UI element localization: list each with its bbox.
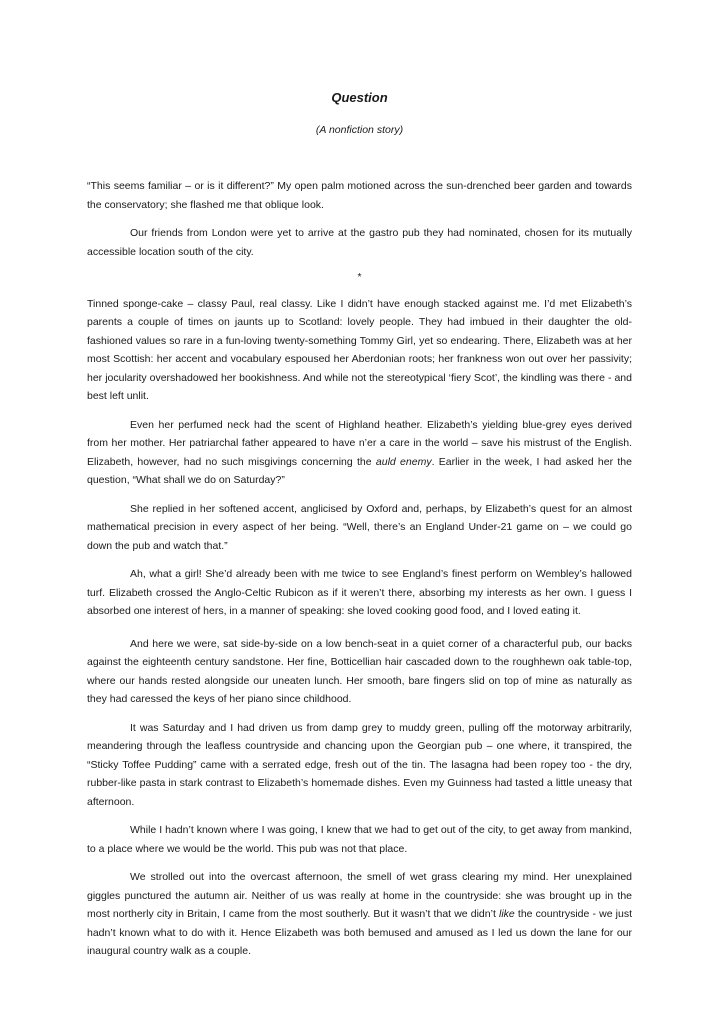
paragraph xyxy=(87,416,632,490)
paragraph: While I hadn’t known where I was going, I knew that we had to get out of the city, to get away from mankind, to a place where we would be the world. This pub was not that place. xyxy=(87,824,632,855)
page-subtitle: (A nonfiction story) xyxy=(315,124,404,136)
emphasis-text: auld enemy xyxy=(375,455,432,468)
paragraph-text: the countryside - we just hadn’t known what to do with it. Hence Elizabeth was both bemused and amused as I led us down the lane for our inaugural country walk as a couple. xyxy=(87,908,633,957)
paragraph-text: We strolled out into the overcast afternoon, the smell of wet grass clearing my mind. Her unexplained giggles punctured the autumn air. Neither of us was really at home in the countryside: she was brought up in the most northerly city in Britain, I came from the most southerly. But it wasn’t that we didn’t xyxy=(87,871,632,920)
paragraph: Our friends from London were yet to arrive at the gastro pub they had nominated, chosen for its mutually accessible location south of the city. xyxy=(87,227,632,258)
emphasis-text: like xyxy=(499,908,515,920)
paragraph: And here we were, sat side-by-side on a low bench-seat in a quiet corner of a characterful pub, our backs against the eighteenth century sandstone. Her fine, Botticellian hair cascaded down to the roughhewn oak table-top, where our hands rested alongside our uneaten lunch. Her smooth, bare fingers slid on top of mine as naturally as they had caressed the keys of her piano since childhood. xyxy=(87,637,632,705)
section-separator: * xyxy=(357,271,362,283)
paragraph: Ah, what a girl! She’d already been with me twice to see England’s finest perform on Wembley’s hallowed turf. Elizabeth crossed the Anglo-Celtic Rubicon as if it weren’t there, absorbing my interests as her own. I guess I absorbed one interest of hers, in a manner of speaking: she loved cooking good food, and I loved eating it. xyxy=(87,568,632,617)
paragraph: Tinned sponge-cake – classy Paul, real classy. Like I didn’t have enough stacked against me. I’d met Elizabeth’s parents a couple of times on jaunts up to Scotland: lovely people. They had imbued in their daughter the old-fashioned values so rare in a fun-loving twenty-something Tommy Girl, yet so endearing. There, Elizabeth was at her most Scottish: her accent and vocabulary espoused her Aberdonian roots; her frankness won out over her passivity; her jocularity overshadowed her bookishness. And while not the stereotypical ‘fiery Scot’, the kindling was there - and best left unlit. xyxy=(87,297,632,402)
paragraph: She replied in her softened accent, anglicised by Oxford and, perhaps, by Elizabeth’s quest for an almost mathematical precision in every aspect of her being. “Well, there’s an England Under-21 game on – we could go down the pub and watch that.” xyxy=(87,502,632,552)
paragraph xyxy=(87,868,632,961)
page-title: Question xyxy=(331,90,388,105)
paragraph: “This seems familiar – or is it different?” My open palm motioned across the sun-drenched beer garden and towards the conservatory; she flashed me that oblique look. xyxy=(87,180,632,211)
paragraph: It was Saturday and I had driven us from damp grey to muddy green, pulling off the motorway arbitrarily, meandering through the leafless countryside and chancing upon the Georgian pub – one where, it transpired, the “Sticky Toffee Pudding” came with a serrated edge, fresh out of the tin. The lasagna had been ropey too - the dry, rubber-like pasta in stark contrast to Elizabeth’s homemade dishes. Even my Guinness had tasted a little uneasy that afternoon. xyxy=(87,721,632,808)
paragraph-text: . Earlier in the week, I had asked her the question, “What shall we do on Saturday?” xyxy=(87,455,632,486)
story-body xyxy=(87,177,632,971)
paragraph-text: Even her perfumed neck had the scent of Highland heather. Elizabeth’s yielding blue-grey eyes derived from her mother. Her patriarchal father appeared to have n’er a care in the world – save his mistrust of the English. Elizabeth, however, had no such misgivings concerning the xyxy=(87,418,632,468)
